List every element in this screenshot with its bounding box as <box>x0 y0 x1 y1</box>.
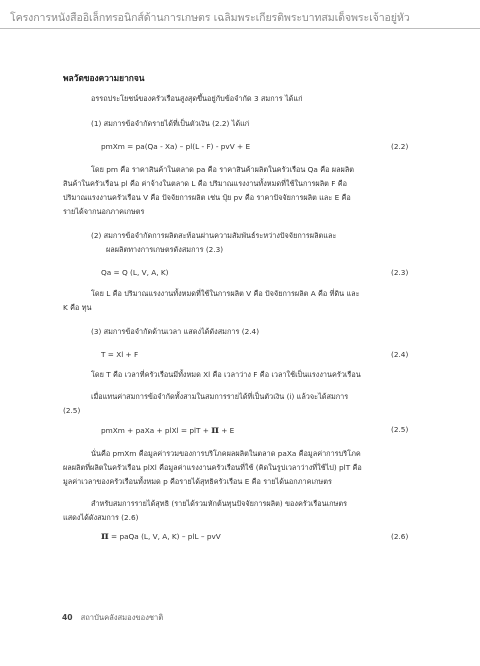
net-income-paragraph-line: แสดงได้ดังสมการ (2.6) <box>63 513 139 522</box>
equation-2-5-number: (2.5) <box>391 425 409 434</box>
substitution-paragraph-line: (2.5) <box>63 406 81 415</box>
intro-paragraph: อรรถประโยชน์ของครัวเรือนสูงสุดขึ้นอยู่กับข้อจำกัด 3 สมการ ได้แก่ <box>91 94 303 103</box>
constraint-2-explanation-line: โดย L คือ ปริมาณแรงงานทั้งหมดที่ใช้ในการผลิต V คือ ปัจจัยการผลิต A คือ ที่ดิน และ <box>91 289 360 298</box>
constraint-1-explanation-line: ปริมาณแรงงานครัวเรือน V คือ ปัจจัยการผลิต เช่น ปุ๋ย pv คือ ราคาปัจจัยการผลิต และ E คือ <box>63 193 351 202</box>
constraint-1-title: (1) สมการข้อจำกัดรายได้ที่เป็นตัวเงิน (2.2) ได้แก่ <box>91 119 250 128</box>
pi-symbol: π <box>101 530 109 542</box>
pi-explanation-line: นั่นคือ pmXm คือมูลค่ารวมของการบริโภคผลผลิตในตลาด paXa คือมูลค่าการบริโภค <box>91 449 361 458</box>
equation-2-3: Qa = Q (L, V, A, K) <box>101 268 169 277</box>
pi-symbol: π <box>211 424 219 436</box>
net-income-paragraph-line: สำหรับสมการรายได้สุทธิ (รายได้รวมหักต้นทุนปัจจัยการผลิต) ของครัวเรือนเกษตร <box>91 499 348 508</box>
equation-2-5 <box>101 424 234 436</box>
equation-2-6-number: (2.6) <box>391 532 409 541</box>
constraint-2-explanation-line: K คือ ทุน <box>63 303 92 312</box>
page-footer <box>62 612 163 624</box>
equation-2-6-rhs: = paQa (L, V, A, K) – plL – pvV <box>108 532 221 541</box>
equation-2-5-lhs: pmXm + paXa + plXl = plT + <box>101 426 212 435</box>
constraint-3-title: (3) สมการข้อจำกัดด้านเวลา แสดงได้ดังสมการ (2.4) <box>91 327 260 336</box>
equation-2-4: T = Xl + F <box>101 350 139 359</box>
page-header <box>0 0 480 30</box>
pi-explanation-line: มูลค่าเวลาของครัวเรือนทั้งหมด p คือรายได้สุทธิครัวเรือน E คือ รายได้นอกภาคเกษตร <box>63 477 332 486</box>
constraint-1-explanation-line: โดย pm คือ ราคาสินค้าในตลาด pa คือ ราคาสินค้าผลิตในครัวเรือน Qa คือ ผลผลิต <box>91 165 355 174</box>
equation-2-5-tail: + E <box>218 426 235 435</box>
equation-2-6 <box>101 530 221 542</box>
header-divider <box>0 28 480 29</box>
section-heading: พลวัตของความยากจน <box>63 73 145 83</box>
constraint-1-explanation-line: รายได้จากนอกภาคเกษตร <box>63 207 145 216</box>
constraint-3-explanation: โดย T คือ เวลาที่ครัวเรือนมีทั้งหมด Xl คือ เวลาว่าง F คือ เวลาใช้เป็นแรงงานครัวเรือน <box>91 370 361 379</box>
constraint-1-explanation-line: สินค้าในครัวเรือน pl คือ ค่าจ้างในตลาด L คือ ปริมาณแรงงานทั้งหมดที่ใช้ในการผลิต F คือ <box>63 179 348 188</box>
constraint-2-title-line: (2) สมการข้อจำกัดการผลิตสะท้อนผ่านความสัมพันธ์ระหว่างปัจจัยการผลิตและ <box>91 231 337 240</box>
substitution-paragraph-line: เมื่อแทนค่าสมการข้อจำกัดทั้งสามในสมการรายได้ที่เป็นตัวเงิน (i) แล้วจะได้สมการ <box>91 392 349 401</box>
series-title: โครงการหนังสืออิเล็กทรอนิกส์ด้านการเกษตร เฉลิมพระเกียรติพระบาทสมเด็จพระเจ้าอยู่หัว <box>10 12 410 24</box>
constraint-2-title-line: ผลผลิตทางการเกษตรดังสมการ (2.3) <box>106 245 224 254</box>
equation-2-2-number: (2.2) <box>391 142 409 151</box>
equation-2-2: pmXm = pa(Qa - Xa) – pl(L - F) - pvV + E <box>101 142 251 151</box>
page-number: 40 <box>62 613 73 622</box>
equation-2-3-number: (2.3) <box>391 268 409 277</box>
publisher-name: สถาบันคลังสมองของชาติ <box>80 613 164 622</box>
equation-2-4-number: (2.4) <box>391 350 409 359</box>
pi-explanation-line: ผลผลิตที่ผลิตในครัวเรือน plXl คือมูลค่าแรงงานครัวเรือนที่ใช้ (คิดในรูปเวลาว่างที่ใช้ไป) plT คือ <box>63 463 362 472</box>
